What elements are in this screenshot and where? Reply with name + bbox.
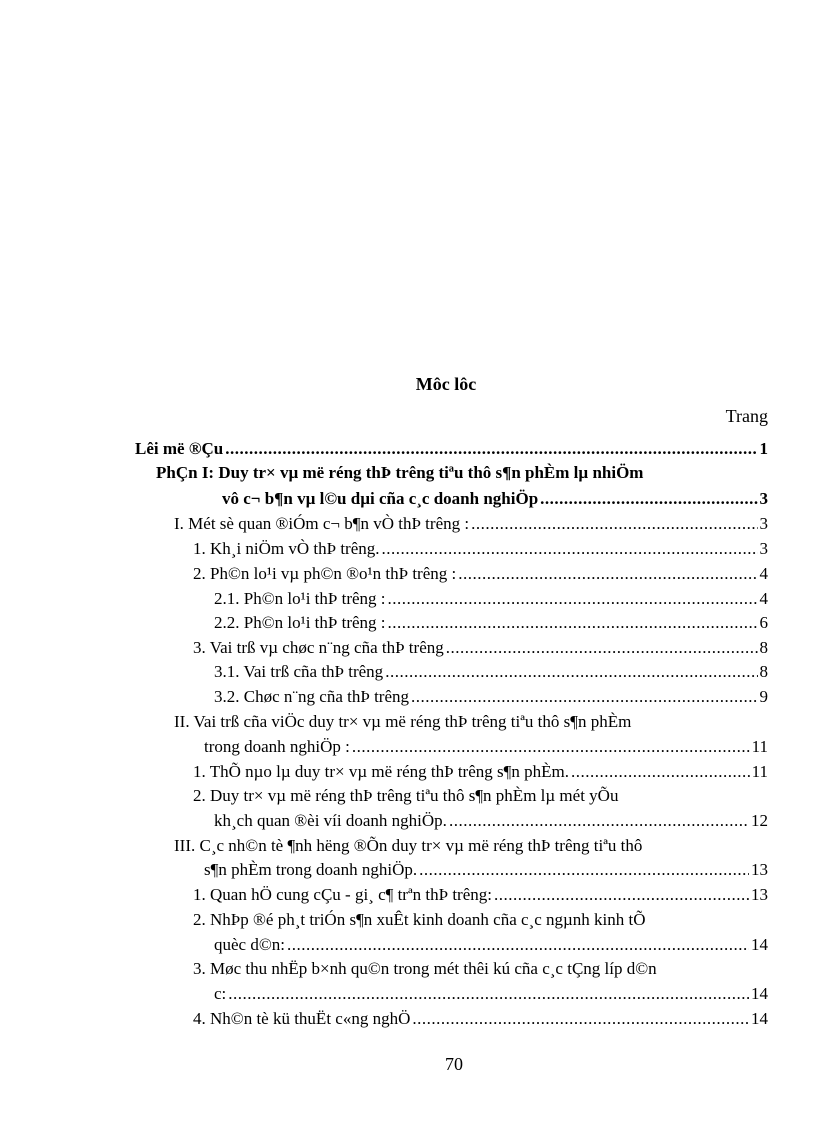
toc-entry[interactable] xyxy=(193,761,768,783)
toc-entry[interactable] xyxy=(214,810,768,832)
toc-entry-page: 4 xyxy=(759,589,768,608)
dot-leader xyxy=(388,612,758,634)
toc-entry[interactable] xyxy=(204,736,768,758)
toc-entry[interactable] xyxy=(214,661,768,683)
toc-entry[interactable] xyxy=(214,588,768,610)
toc-entry-page: 11 xyxy=(751,762,768,781)
toc-entry-text[interactable]: 3. Møc thu nhËp b×nh qu©n trong mét thêi kú cña c¸c tÇng líp d©n xyxy=(193,959,657,978)
page-column-label: Trang xyxy=(725,406,768,426)
toc-entry-text[interactable]: 2. Duy tr× vµ më réng thÞ trêng tiªu thô s¶n phÈm lµ mét yÕu xyxy=(193,786,619,805)
toc-entry-text[interactable]: PhÇn I: Duy tr× vµ më réng thÞ trêng tiªu thô s¶n phÈm lµ nhiÖm xyxy=(156,463,644,482)
dot-leader xyxy=(412,1008,749,1030)
dot-leader xyxy=(225,438,757,460)
dot-leader xyxy=(287,934,749,956)
toc-entry-page: 13 xyxy=(751,860,768,879)
toc-entry-text: 3.1. Vai trß cña thÞ trêng xyxy=(214,662,384,681)
toc-entry-text: 1. ThÕ nµo lµ duy tr× vµ më réng thÞ trêng s¶n phÈm. xyxy=(193,762,569,781)
toc-entry[interactable] xyxy=(135,438,768,460)
toc-entry[interactable] xyxy=(193,1008,768,1030)
dot-leader xyxy=(458,563,757,585)
toc-entry-text: vô c¬ b¶n vµ l©u dµi cña c¸c doanh nghiÖp xyxy=(222,489,539,508)
toc-entry-text: Lêi më ®Çu xyxy=(135,439,224,458)
toc-entry-text: 3.2. Chøc n¨ng cña thÞ trêng xyxy=(214,687,409,706)
page-number: 70 xyxy=(445,1054,463,1074)
toc-entry-page: 14 xyxy=(751,984,768,1003)
toc-entry-text: 3. Vai trß vµ chøc n¨ng cña thÞ trêng xyxy=(193,638,444,657)
dot-leader xyxy=(385,661,757,683)
toc-entry-page: 13 xyxy=(751,885,768,904)
dot-leader xyxy=(411,686,758,708)
toc-entry-page: 3 xyxy=(759,514,768,533)
toc-entry-text: c: xyxy=(214,984,227,1003)
dot-leader xyxy=(449,810,749,832)
dot-leader xyxy=(446,637,758,659)
dot-leader xyxy=(352,736,750,758)
toc-entry-page: 3 xyxy=(759,539,768,558)
toc-entry[interactable] xyxy=(193,563,768,585)
toc-entry-page: 11 xyxy=(751,737,768,756)
toc-entry-page: 6 xyxy=(759,613,768,632)
dot-leader xyxy=(571,761,750,783)
dot-leader xyxy=(388,588,758,610)
dot-leader xyxy=(494,884,749,906)
toc-entry-text: 4. Nh©n tè kü thuËt c«ng nghÖ xyxy=(193,1009,411,1028)
dot-leader xyxy=(540,488,757,510)
toc-entry-page: 8 xyxy=(759,638,768,657)
toc-entry[interactable] xyxy=(174,513,768,535)
toc-entry-text: quèc d©n: xyxy=(214,935,285,954)
toc-entry-page: 14 xyxy=(751,935,768,954)
toc-entry-text: trong doanh nghiÖp : xyxy=(204,737,350,756)
toc-entry[interactable] xyxy=(204,859,768,881)
toc-entry[interactable] xyxy=(214,934,768,956)
dot-leader xyxy=(419,859,749,881)
toc-entry-text: 2.2. Ph©n lo¹i thÞ trêng : xyxy=(214,613,386,632)
toc-entry-text[interactable]: 2. NhÞp ®é ph¸t triÓn s¶n xuÊt kinh doanh cña c¸c ngµnh kinh tÕ xyxy=(193,910,646,929)
toc-entry-text: s¶n phÈm trong doanh nghiÖp. xyxy=(204,860,418,879)
toc-entry[interactable] xyxy=(214,686,768,708)
toc-entry[interactable] xyxy=(214,983,768,1005)
dot-leader xyxy=(471,513,757,535)
toc-entry-text: I. Mét sè quan ®iÓm c¬ b¶n vÒ thÞ trêng : xyxy=(174,514,470,533)
toc-entry-text: 2. Ph©n lo¹i vµ ph©n ®o¹n thÞ trêng : xyxy=(193,564,457,583)
toc-entry-page: 4 xyxy=(759,564,768,583)
toc-entry-text[interactable]: III. C¸c nh©n tè ¶nh hëng ®Õn duy tr× vµ më réng thÞ trêng tiªu thô xyxy=(174,836,643,855)
toc-entry-page: 3 xyxy=(759,489,768,508)
toc-entry-text: kh¸ch quan ®èi víi doanh nghiÖp. xyxy=(214,811,447,830)
toc-entry-page: 12 xyxy=(751,811,768,830)
page-title: Môc lôc xyxy=(415,374,477,394)
toc-entry-page: 14 xyxy=(751,1009,768,1028)
toc-entry[interactable] xyxy=(222,488,768,510)
toc-entry-page: 8 xyxy=(759,662,768,681)
toc-entry-page: 1 xyxy=(759,439,768,458)
toc-entry-page: 9 xyxy=(759,687,768,706)
dot-leader xyxy=(382,538,758,560)
toc-entry[interactable] xyxy=(214,612,768,634)
dot-leader xyxy=(228,983,749,1005)
toc-entry-text[interactable]: II. Vai trß cña viÖc duy tr× vµ më réng thÞ trêng tiªu thô s¶n phÈm xyxy=(174,712,632,731)
toc-entry-text: 2.1. Ph©n lo¹i thÞ trêng : xyxy=(214,589,386,608)
toc-entry[interactable] xyxy=(193,884,768,906)
toc-entry[interactable] xyxy=(193,538,768,560)
toc-entry-text: 1. Kh¸i niÖm vÒ thÞ trêng. xyxy=(193,539,380,558)
toc-entry[interactable] xyxy=(193,637,768,659)
toc-entry-text: 1. Quan hÖ cung cÇu - gi¸ c¶ trªn thÞ trêng: xyxy=(193,885,492,904)
